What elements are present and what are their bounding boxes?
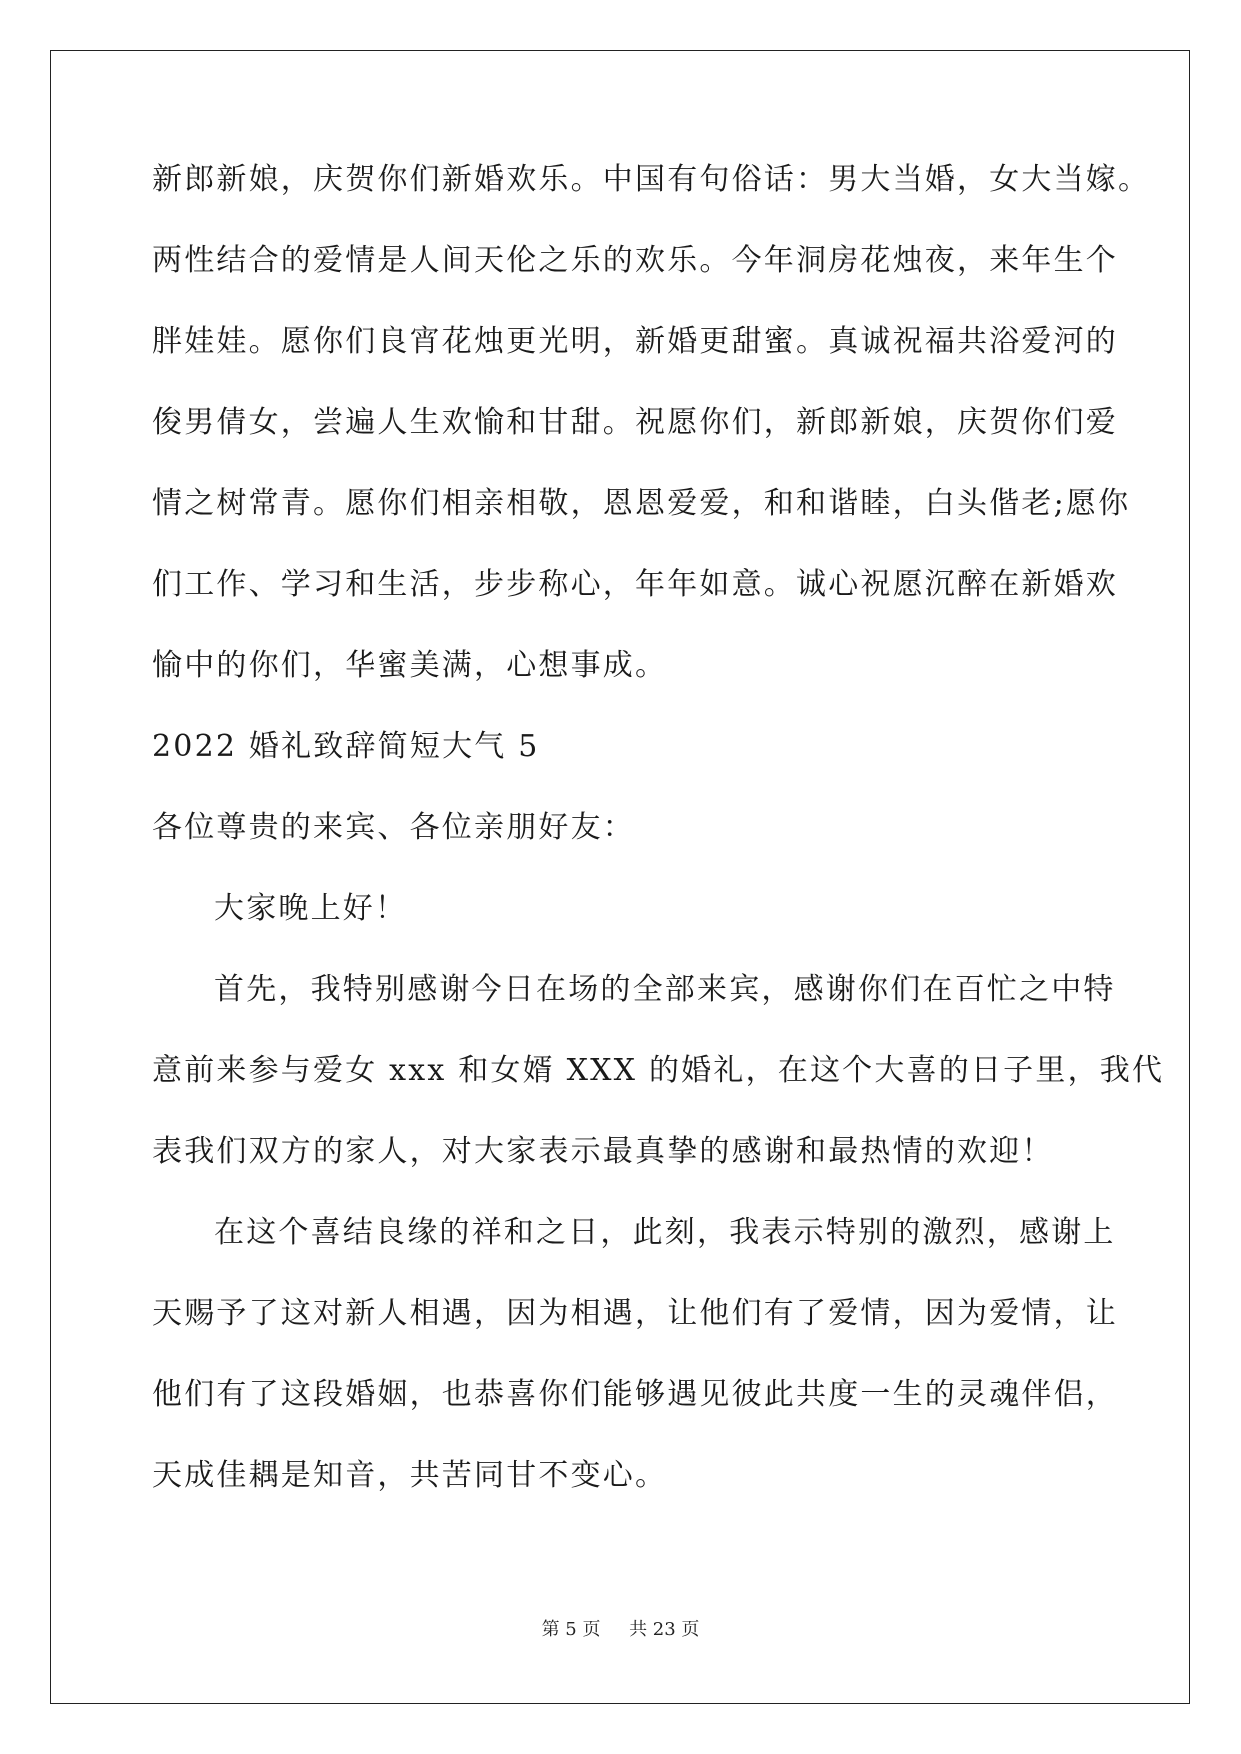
text-line: 愉中的你们，华蜜美满，心想事成。 [152, 648, 668, 683]
text-line: 新郎新娘，庆贺你们新婚欢乐。中国有句俗话：男大当婚，女大当嫁。 [152, 162, 1151, 197]
salutation: 各位尊贵的来宾、各位亲朋好友： [152, 810, 635, 845]
text-line: 天成佳耦是知音，共苦同甘不变心。 [152, 1458, 668, 1493]
text-line: 情之树常青。愿你们相亲相敬，恩恩爱爱，和和谐睦，白头偕老;愿你 [152, 486, 1131, 521]
text-line: 表我们双方的家人，对大家表示最真挚的感谢和最热情的欢迎！ [152, 1134, 1054, 1169]
text-line: 首先，我特别感谢今日在场的全部来宾，感谢你们在百忙之中特 [214, 972, 1116, 1007]
document-body [152, 160, 1165, 1537]
paragraph-thanks [152, 970, 1165, 1213]
total-pages: 共 23 页 [629, 1619, 700, 1640]
paragraph-continued [152, 160, 1151, 727]
text-line: 意前来参与爱女 xxx 和女婿 XXX 的婚礼，在这个大喜的日子里，我代 [152, 1053, 1165, 1088]
page-number: 第 5 页 [541, 1619, 601, 1640]
text-line: 两性结合的爱情是人间天伦之乐的欢乐。今年洞房花烛夜，来年生个 [152, 243, 1118, 278]
text-line: 他们有了这段婚姻，也恭喜你们能够遇见彼此共度一生的灵魂伴侣， [152, 1377, 1118, 1412]
paragraph-blessing [152, 1213, 1118, 1537]
page-footer [0, 1615, 1241, 1641]
section-heading: 2022 婚礼致辞简短大气 5 [152, 729, 540, 764]
text-line: 们工作、学习和生活，步步称心，年年如意。诚心祝愿沉醉在新婚欢 [152, 567, 1118, 602]
text-line: 天赐予了这对新人相遇，因为相遇，让他们有了爱情，因为爱情，让 [152, 1296, 1118, 1331]
greeting: 大家晚上好！ [214, 891, 408, 926]
text-line: 胖娃娃。愿你们良宵花烛更光明，新婚更甜蜜。真诚祝福共浴爱河的 [152, 324, 1118, 359]
text-line: 在这个喜结良缘的祥和之日，此刻，我表示特别的激烈，感谢上 [214, 1215, 1116, 1250]
text-line: 俊男倩女，尝遍人生欢愉和甘甜。祝愿你们，新郎新娘，庆贺你们爱 [152, 405, 1118, 440]
